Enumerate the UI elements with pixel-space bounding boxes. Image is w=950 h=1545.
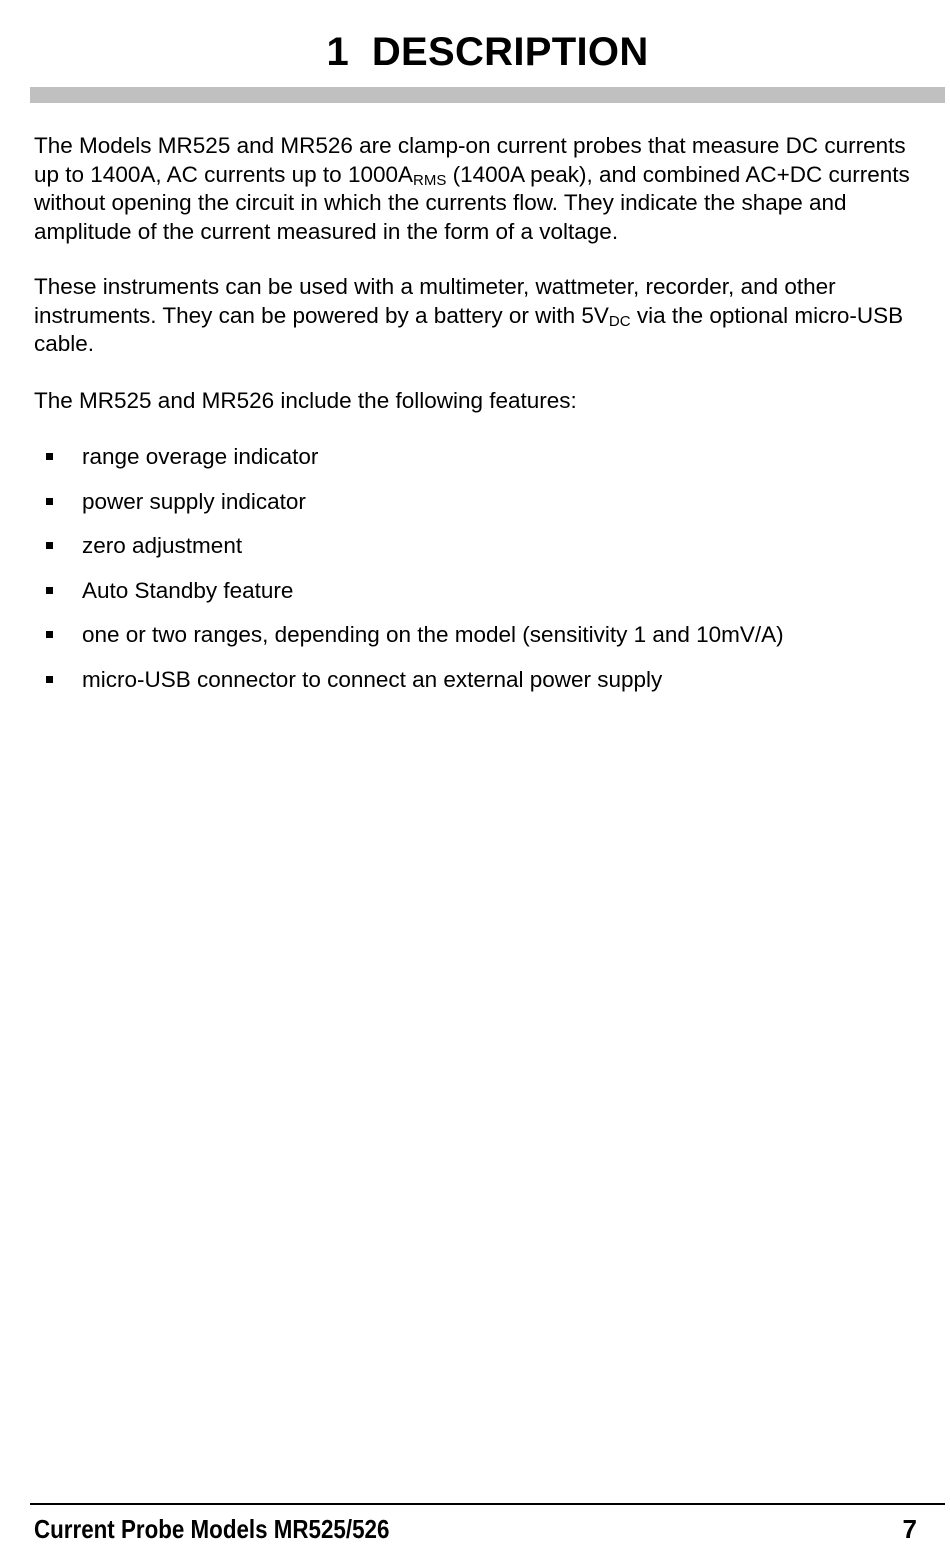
intro-subscript: RMS (413, 171, 447, 189)
intro-paragraph (34, 132, 934, 246)
section-heading (0, 30, 950, 75)
bullet-square-icon (46, 631, 53, 638)
feature-list (0, 443, 950, 710)
section-number: 1 (326, 30, 350, 74)
list-item (0, 488, 950, 533)
usage-paragraph (34, 273, 934, 359)
page-number: 7 (902, 1514, 917, 1544)
bullet-square-icon (46, 498, 53, 505)
list-item (0, 577, 950, 622)
bullet-square-icon (46, 542, 53, 549)
feature-text: micro-USB connector to connect an external power supply (82, 666, 663, 692)
feature-text: Auto Standby feature (82, 577, 294, 603)
footer-divider (30, 1503, 945, 1505)
list-item (0, 666, 950, 711)
usage-subscript: DC (608, 312, 631, 330)
usage-text-1: These instruments can be used with a multimeter, wattmeter, recorder, and other instruments. They can be powered by a battery or with 5V (34, 274, 836, 328)
heading-underline-bar (30, 87, 945, 103)
features-intro-paragraph: The MR525 and MR526 include the following features: (34, 388, 577, 413)
bullet-square-icon (46, 676, 53, 683)
list-item (0, 443, 950, 488)
intro-text-1: The Models MR525 and MR526 are clamp-on current probes that measure DC currents up to 1400A, AC currents up to 1000A (34, 133, 906, 187)
footer-title: Current Probe Models MR525/526 (34, 1514, 390, 1544)
feature-text: one or two ranges, depending on the model (sensitivity 1 and 10mV/A) (82, 622, 784, 647)
usage-text-2: via the optional micro-USB cable. (34, 302, 904, 356)
feature-text: power supply indicator (82, 488, 306, 514)
list-item (0, 621, 950, 666)
feature-text: zero adjustment (82, 533, 243, 558)
bullet-square-icon (46, 453, 53, 460)
section-title: DESCRIPTION (371, 30, 649, 74)
bullet-square-icon (46, 587, 53, 594)
list-item (0, 532, 950, 577)
feature-text: range overage indicator (82, 444, 319, 469)
intro-text-2: (1400A peak), and combined AC+DC currents without opening the circuit in which the currents flow. They indicate the shape and amplitude of the current measured in the form of a voltage. (34, 161, 910, 244)
